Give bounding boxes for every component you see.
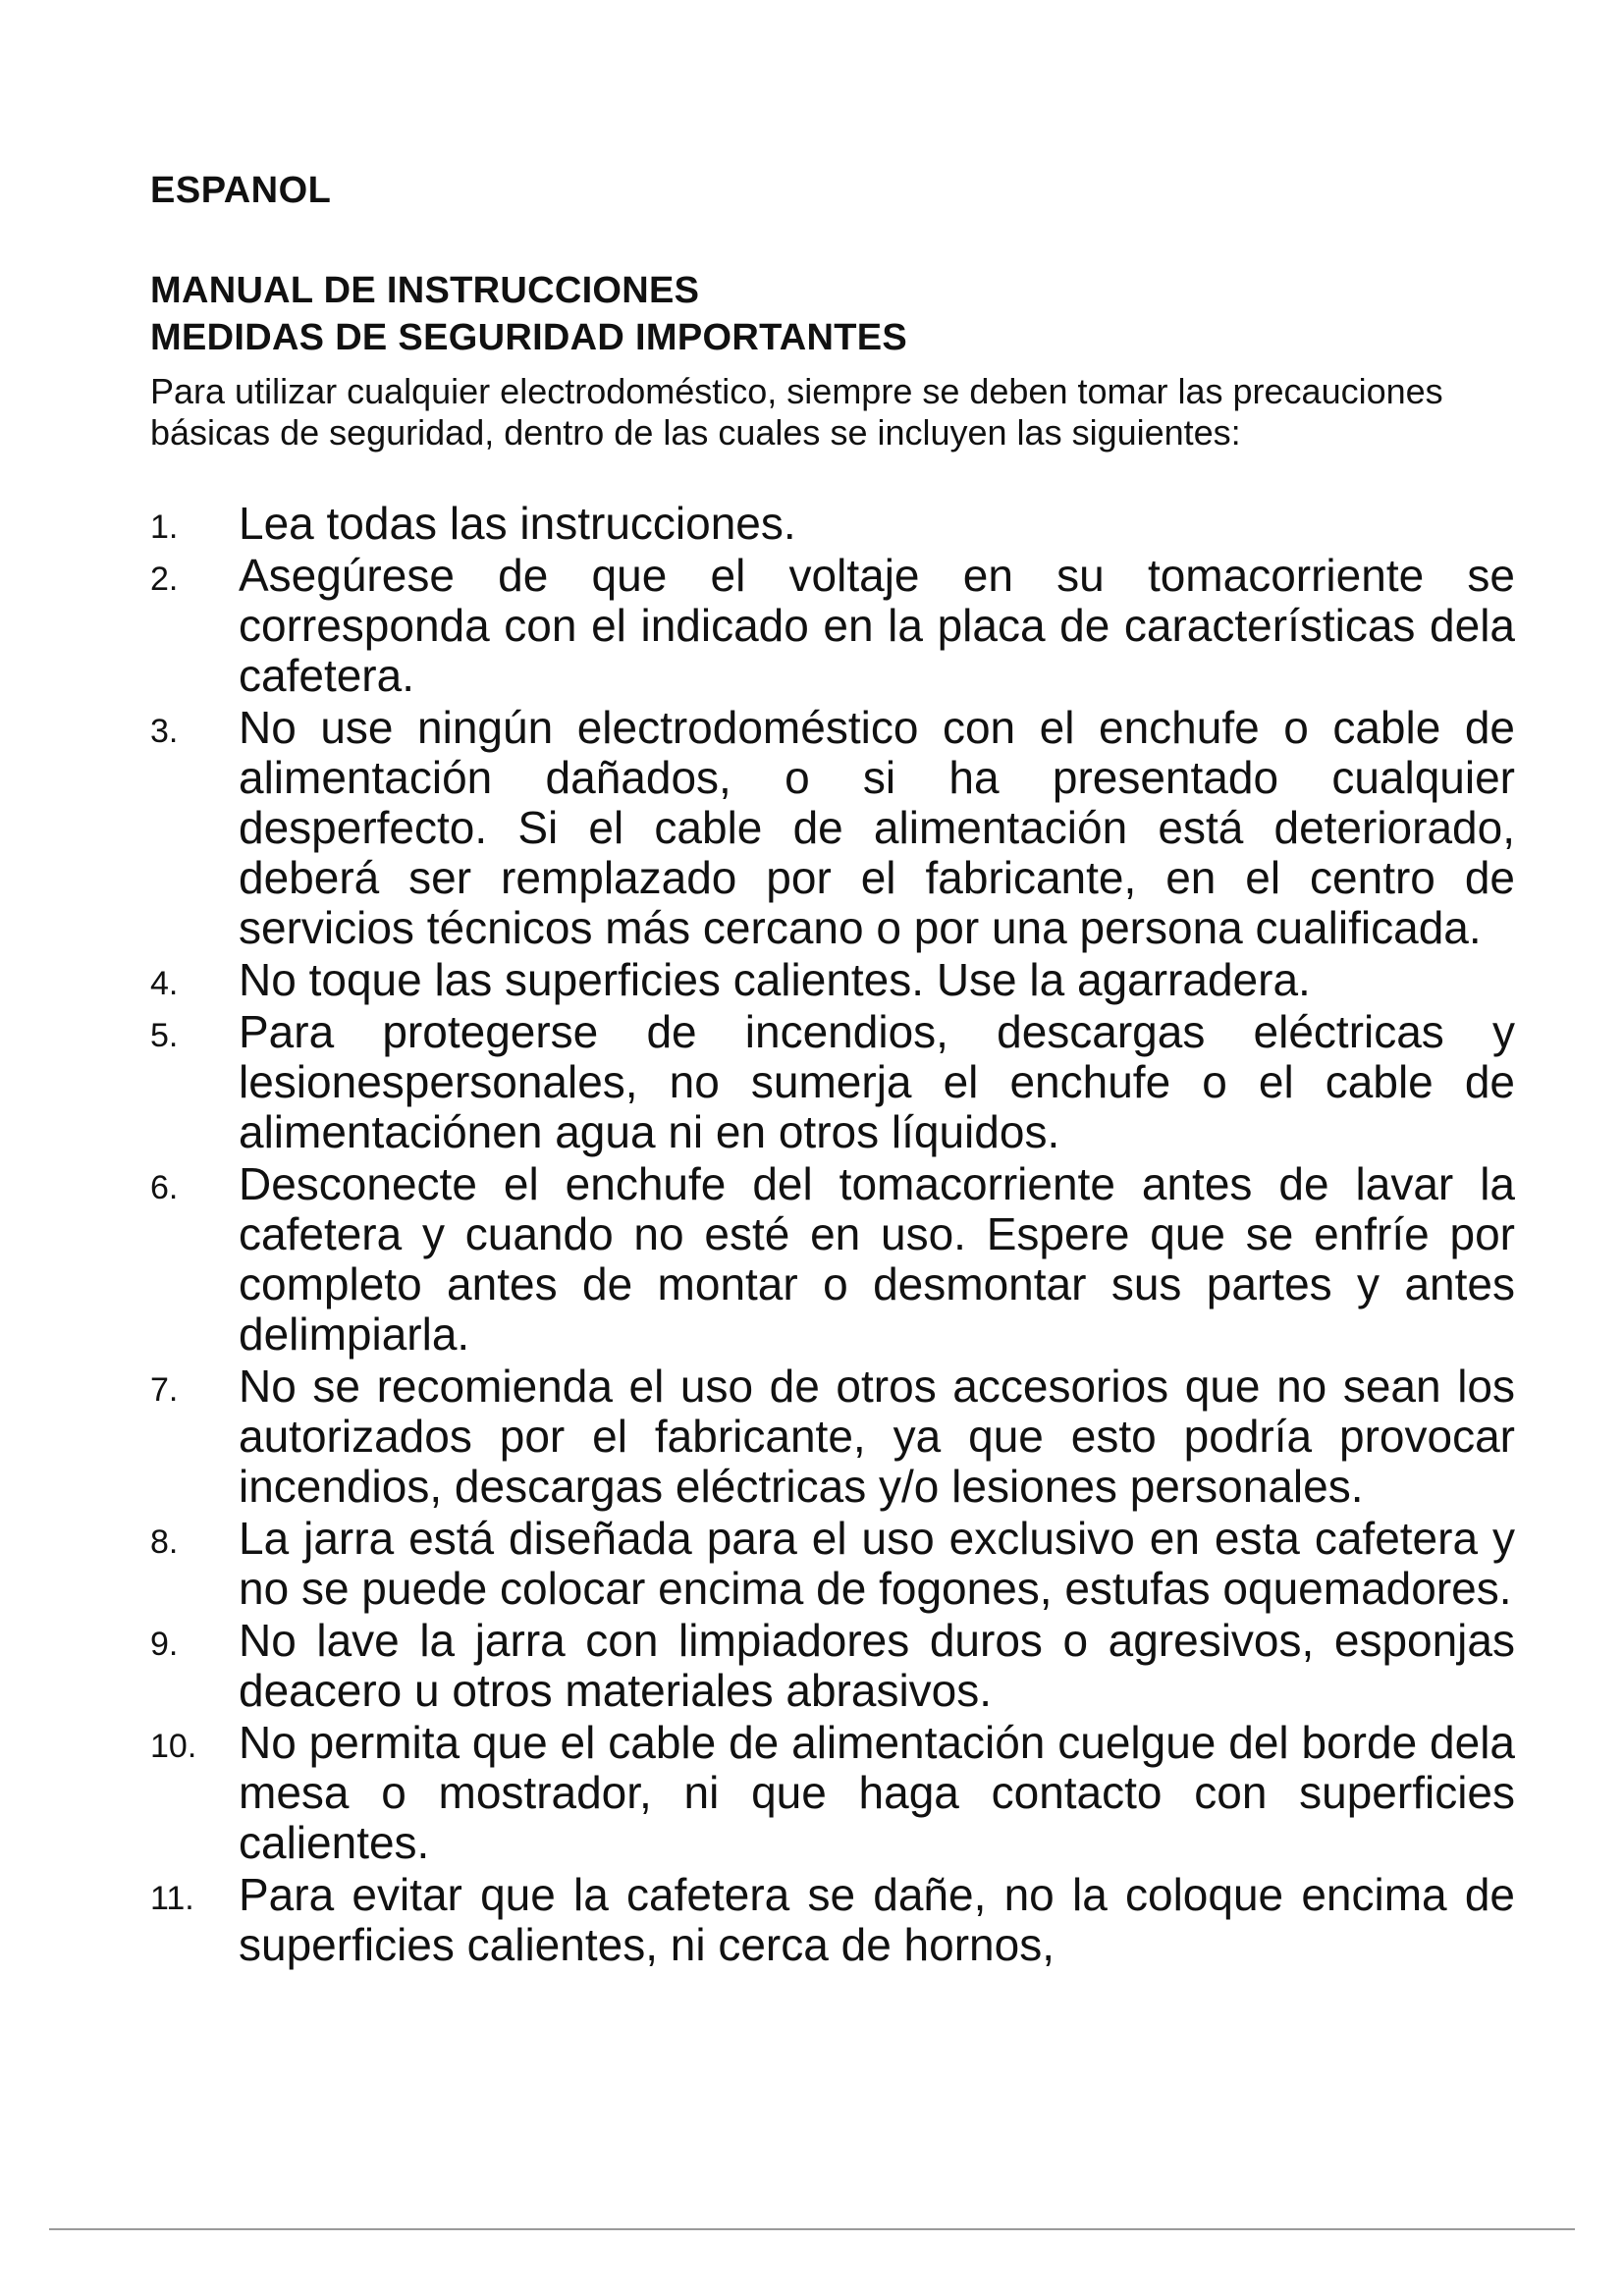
list-item: [150, 499, 1515, 549]
item-text: Para evitar que la cafetera se dañe, no la coloque encima de superficies calientes, ni cerca de hornos,: [239, 1869, 1515, 1970]
item-number: 10.: [150, 1728, 197, 1765]
intro-paragraph: Para utilizar cualquier electrodoméstico, siempre se deben tomar las precauciones básicas de seguridad, dentro de las cuales se incluyen las siguientes:: [150, 371, 1443, 453]
item-text: No toque las superficies calientes. Use la agarradera.: [239, 954, 1311, 1005]
list-item: [150, 551, 1515, 701]
language-heading: ESPANOL: [150, 170, 332, 211]
list-item: [150, 1870, 1515, 1970]
safety-instructions-list: [150, 499, 1515, 1972]
list-item: [150, 1616, 1515, 1716]
item-text: La jarra está diseñada para el uso exclusivo en esta cafetera y no se puede colocar encima de fogones, estufas oquemadores.: [239, 1513, 1515, 1614]
item-number: 7.: [150, 1371, 179, 1409]
title-line-safety: MEDIDAS DE SEGURIDAD IMPORTANTES: [150, 317, 908, 358]
item-number: 3.: [150, 713, 179, 750]
item-text: No se recomienda el uso de otros accesorios que no sean los autorizados por el fabricante, ya que esto podría provocar incendios, descargas eléctricas y/o lesiones personales.: [239, 1361, 1515, 1512]
item-text: No use ningún electrodoméstico con el enchufe o cable de alimentación dañados, o si ha presentado cualquier desperfecto. Si el cable de alimentación está deteriorado, deberá ser remplazado por el fabricante, en el centro de servicios técnicos más cercano o por una persona cualificada.: [239, 702, 1515, 953]
item-text: Asegúrese de que el voltaje en su tomacorriente se corresponda con el indicado en la placa de características dela cafetera.: [239, 550, 1515, 701]
list-item: [150, 1007, 1515, 1157]
item-number: 1.: [150, 508, 179, 546]
item-number: 4.: [150, 965, 179, 1002]
list-item: [150, 955, 1515, 1005]
item-number: 11.: [150, 1880, 194, 1917]
title-line-instructions: MANUAL DE INSTRUCCIONES: [150, 270, 700, 311]
list-item: [150, 1362, 1515, 1512]
item-number: 8.: [150, 1523, 179, 1561]
list-item: [150, 1718, 1515, 1868]
item-text: No lave la jarra con limpiadores duros o agresivos, esponjas deacero u otros materiales abrasivos.: [239, 1615, 1515, 1716]
list-item: [150, 1514, 1515, 1614]
item-number: 5.: [150, 1017, 179, 1054]
item-number: 9.: [150, 1626, 179, 1663]
item-number: 2.: [150, 561, 179, 598]
list-item: [150, 703, 1515, 953]
item-text: Para protegerse de incendios, descargas eléctricas y lesionespersonales, no sumerja el enchufe o el cable de alimentaciónen agua ni en otros líquidos.: [239, 1006, 1515, 1157]
item-text: Lea todas las instrucciones.: [239, 498, 796, 549]
item-number: 6.: [150, 1169, 179, 1206]
footer-divider: [49, 2228, 1575, 2230]
list-item: [150, 1159, 1515, 1360]
manual-title: [150, 267, 907, 361]
item-text: Desconecte el enchufe del tomacorriente antes de lavar la cafetera y cuando no esté en uso. Espere que se enfríe por completo antes de montar o desmontar sus partes y antes delimpiarla.: [239, 1158, 1515, 1360]
item-text: No permita que el cable de alimentación cuelgue del borde dela mesa o mostrador, ni que haga contacto con superficies calientes.: [239, 1717, 1515, 1868]
